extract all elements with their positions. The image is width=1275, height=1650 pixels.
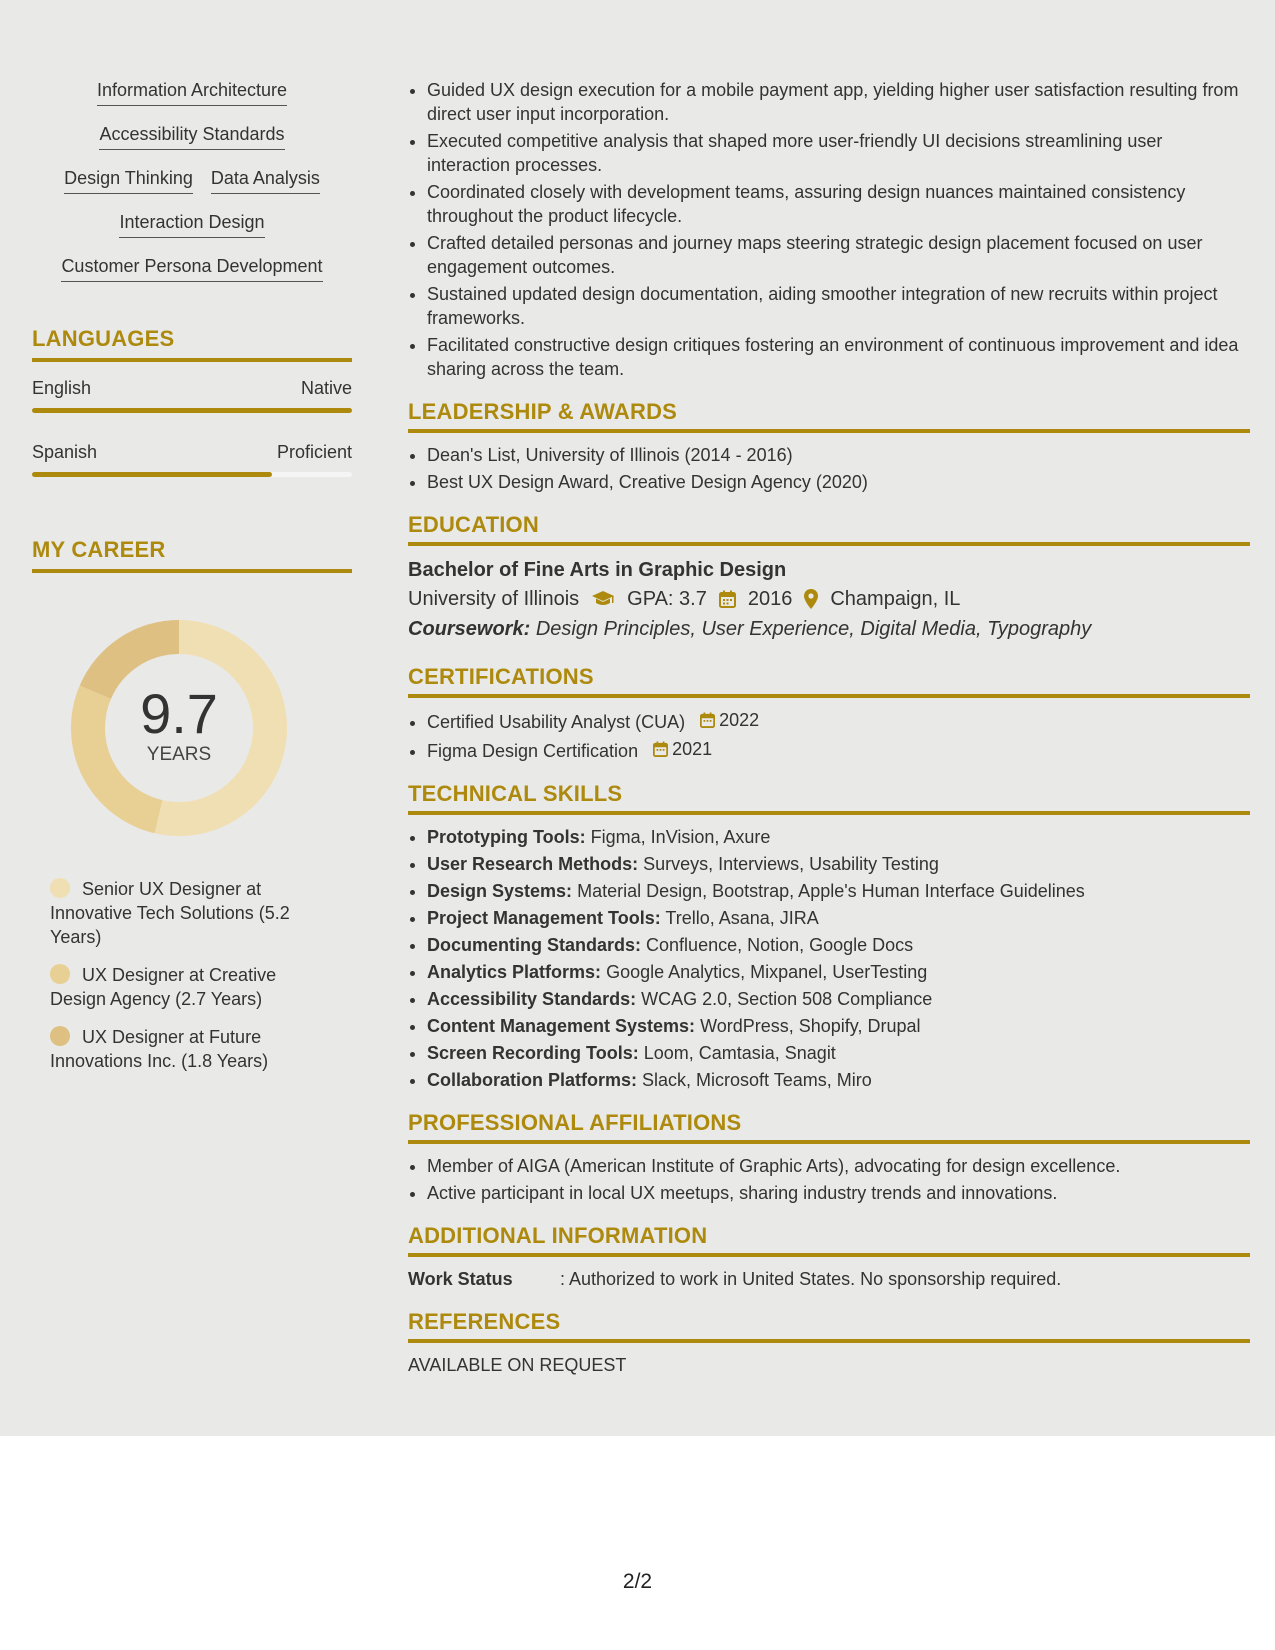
additional-info-section	[408, 1223, 1250, 1291]
leadership-heading: LEADERSHIP & AWARDS	[408, 399, 1250, 433]
education-heading: EDUCATION	[408, 512, 1250, 546]
degree-title: Bachelor of Fine Arts in Graphic Design	[408, 559, 787, 581]
career-legend-label: Senior UX Designer at Innovative Tech Solutions (5.2 Years)	[50, 879, 290, 947]
technical-skills-heading: TECHNICAL SKILLS	[408, 781, 1250, 815]
skill-tag: Design Thinking	[64, 166, 193, 194]
language-list	[32, 376, 352, 477]
skill-row	[32, 166, 352, 194]
graduation-cap-icon	[591, 590, 615, 608]
career-legend-item	[50, 1025, 320, 1073]
gpa: GPA: 3.7	[627, 588, 707, 610]
language-level: Proficient	[276, 442, 352, 462]
certification-year: 2022	[719, 710, 760, 730]
technical-skills-section	[408, 781, 1250, 1092]
references-text: AVAILABLE ON REQUEST	[408, 1355, 627, 1375]
references-section	[408, 1309, 1250, 1377]
experience-bullet: • Crafted detailed personas and journey maps steering strategic design placement focused on user engagement outcomes.	[427, 231, 1250, 279]
skill-tag: Data Analysis	[211, 166, 320, 194]
experience-bullet: • Facilitated constructive design critiques fostering an environment of continuous improvement and idea sharing across the team.	[427, 333, 1250, 381]
career-legend-item	[50, 963, 320, 1011]
languages-heading: LANGUAGES	[32, 326, 352, 362]
technical-skill-item: • Prototyping Tools: Figma, InVision, Axure	[427, 825, 1250, 849]
work-status-label: Work Status	[408, 1269, 513, 1289]
certifications-section	[408, 664, 1250, 763]
technical-skill-item: • Content Management Systems: WordPress, Shopify, Drupal	[427, 1014, 1250, 1038]
education-section	[408, 512, 1250, 644]
experience-bullet: • Sustained updated design documentation, aiding smoother integration of new recruits within project frameworks.	[427, 282, 1250, 330]
certifications-heading: CERTIFICATIONS	[408, 664, 1250, 698]
career-donut-chart	[64, 613, 294, 843]
technical-skill-item: • User Research Methods: Surveys, Interviews, Usability Testing	[427, 852, 1250, 876]
certification-name: Certified Usability Analyst (CUA)	[427, 712, 686, 732]
legend-dot	[50, 964, 70, 984]
career-legend-label: UX Designer at Creative Design Agency (2.7 Years)	[50, 965, 277, 1009]
language-bar	[32, 472, 352, 477]
skill-row	[32, 210, 352, 238]
work-status-value: : Authorized to work in United States. No sponsorship required.	[560, 1269, 1062, 1289]
affiliations-heading: PROFESSIONAL AFFILIATIONS	[408, 1110, 1250, 1144]
experience-bullet: • Coordinated closely with development teams, assuring design nuances maintained consistency throughout the product lifecycle.	[427, 180, 1250, 228]
career-legend-item	[50, 877, 320, 949]
language-name: English	[32, 378, 92, 398]
affiliation-item: • Active participant in local UX meetups, sharing industry trends and innovations.	[427, 1181, 1250, 1205]
certification-item	[427, 708, 1250, 734]
page-number: 2/2	[622, 1570, 653, 1593]
work-status	[408, 1267, 1250, 1291]
coursework	[408, 614, 1250, 644]
skill-tag: Information Architecture	[97, 78, 287, 106]
affiliation-item: • Member of AIGA (American Institute of Graphic Arts), advocating for design excellence.	[427, 1154, 1250, 1178]
calendar-icon	[700, 712, 715, 728]
coursework-label: Coursework:	[408, 618, 531, 640]
technical-skill-item: • Analytics Platforms: Google Analytics, Mixpanel, UserTesting	[427, 960, 1250, 984]
right-column	[408, 78, 1250, 1377]
calendar-icon	[653, 741, 668, 757]
career-unit: YEARS	[146, 744, 212, 765]
language-level: Native	[300, 378, 352, 398]
school-location: Champaign, IL	[830, 588, 961, 610]
award-item: • Best UX Design Award, Creative Design Agency (2020)	[427, 470, 1250, 494]
calendar-icon	[719, 590, 736, 608]
skill-tag: Customer Persona Development	[61, 254, 322, 282]
location-pin-icon	[804, 589, 818, 609]
career-total-years: 9.7	[140, 682, 218, 745]
certification-year: 2021	[672, 739, 713, 759]
language-name: Spanish	[32, 442, 98, 462]
additional-info-heading: ADDITIONAL INFORMATION	[408, 1223, 1250, 1257]
technical-skill-item: • Collaboration Platforms: Slack, Microsoft Teams, Miro	[427, 1068, 1250, 1092]
school-name: University of Illinois	[408, 588, 580, 610]
references-heading: REFERENCES	[408, 1309, 1250, 1343]
leadership-section	[408, 399, 1250, 494]
skill-tags	[32, 78, 352, 282]
language-bar	[32, 408, 352, 413]
technical-skill-item: • Project Management Tools: Trello, Asana, JIRA	[427, 906, 1250, 930]
skill-row	[32, 78, 352, 106]
technical-skill-item: • Documenting Standards: Confluence, Notion, Google Docs	[427, 933, 1250, 957]
education-meta	[408, 584, 1250, 614]
graduation-year: 2016	[747, 588, 793, 610]
award-item: • Dean's List, University of Illinois (2014 - 2016)	[427, 443, 1250, 467]
coursework-list: Design Principles, User Experience, Digital Media, Typography	[535, 618, 1092, 640]
skill-tag: Accessibility Standards	[99, 122, 284, 150]
affiliations-section	[408, 1110, 1250, 1205]
experience-bullets	[408, 78, 1250, 381]
language-bar-fill	[32, 408, 352, 413]
legend-dot	[50, 878, 70, 898]
career-legend	[32, 877, 320, 1073]
skill-row	[32, 122, 352, 150]
certification-item	[427, 737, 1250, 763]
left-column	[32, 78, 352, 1087]
skill-row	[32, 254, 352, 282]
technical-skills-list	[408, 825, 1250, 1092]
career-heading: MY CAREER	[32, 537, 352, 573]
legend-dot	[50, 1026, 70, 1046]
language-bar-fill	[32, 472, 272, 477]
technical-skill-item: • Accessibility Standards: WCAG 2.0, Section 508 Compliance	[427, 987, 1250, 1011]
language-item	[32, 440, 352, 477]
technical-skill-item: • Design Systems: Material Design, Bootstrap, Apple's Human Interface Guidelines	[427, 879, 1250, 903]
experience-bullet: • Guided UX design execution for a mobile payment app, yielding higher user satisfaction resulting from direct user input incorporation.	[427, 78, 1250, 126]
skill-tag: Interaction Design	[119, 210, 264, 238]
experience-bullet: • Executed competitive analysis that shaped more user-friendly UI decisions streamlining user interaction processes.	[427, 129, 1250, 177]
career-legend-label: UX Designer at Future Innovations Inc. (1.8 Years)	[50, 1027, 269, 1071]
language-item	[32, 376, 352, 413]
certification-name: Figma Design Certification	[427, 741, 639, 761]
technical-skill-item: • Screen Recording Tools: Loom, Camtasia, Snagit	[427, 1041, 1250, 1065]
